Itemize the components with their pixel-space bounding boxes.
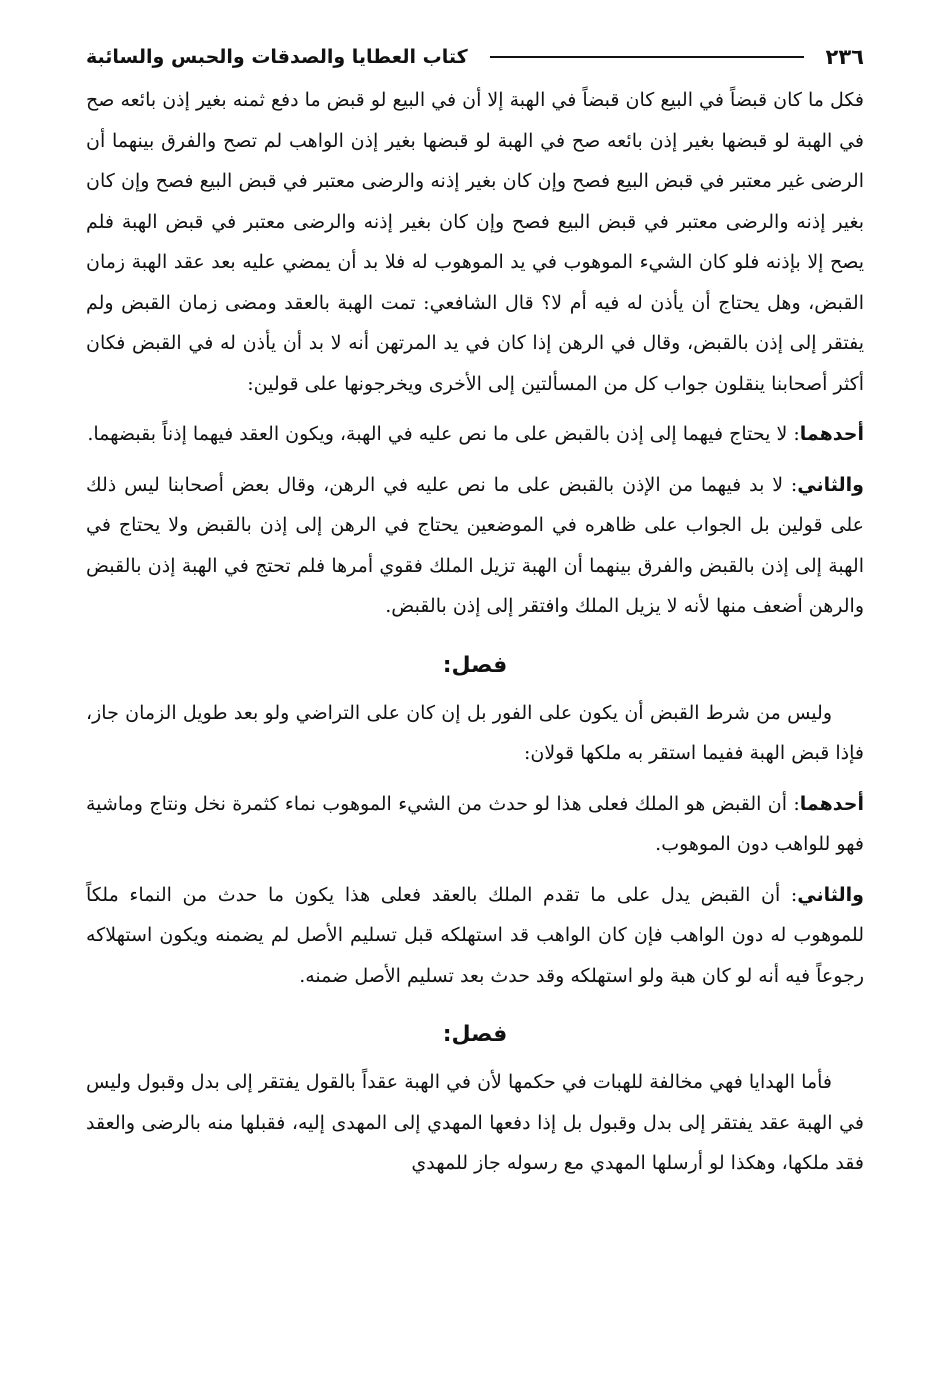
running-title: كتاب العطايا والصدقات والحبس والسائبة (86, 46, 468, 68)
section-heading: فصل: (442, 1022, 508, 1047)
opinion-paragraph (86, 414, 864, 455)
opinion-lead: والثاني (797, 883, 864, 906)
opinion-text: : أن القبض يدل على ما تقدم الملك بالعقد فعلى هذا يكون ما حدث من النماء ملكاً للموهوب له دون الواهب فإن كان الواهب قد استهلكه قبل تسليم الأصل لم يضمنه ويكون استهلاكه رجوعاً فيه أنه لو كان هبة ولو استهلكه وقد حدث بعد تسليم الأصل ضمنه. (86, 883, 864, 987)
document-page (86, 40, 864, 1184)
opinion-text: : لا بد فيهما من الإذن بالقبض على ما نص عليه في الرهن، وقال بعض أصحابنا ليس ذلك على قولين بل الجواب على ظاهره في الموضعين يحتاج في الرهن إلى إذن بالقبض ولا يحتاج في الهبة إلى إذن بالقبض والفرق بينهما أن الهبة تزيل الملك فقوي أمرها فلم تحتج في الهبة إذن بالقبض والرهن أضعف منها لأنه لا يزيل الملك وافتقر إلى إذن بالقبض. (86, 473, 864, 617)
page-header (86, 40, 864, 74)
page-number: ٢٣٦ (825, 45, 864, 69)
opinion-text: : أن القبض هو الملك فعلى هذا لو حدث من الشيء الموهوب نماء كثمرة نخل ونتاج وماشية فهو للواهب دون الموهوب. (86, 792, 864, 855)
opinion-paragraph (86, 465, 864, 627)
opinion-paragraph (86, 784, 864, 865)
section-heading: فصل: (442, 652, 508, 678)
opinion-lead: والثاني (797, 473, 864, 496)
body-text (86, 80, 864, 1184)
opinion-paragraph (86, 875, 864, 997)
paragraph: فكل ما كان قبضاً في البيع كان قبضاً في الهبة إلا أن في البيع لو قبض ما دفع ثمنه بغير إذن بائعه صح في الهبة لو قبضها بغير إذن بائعه صح في الهبة لو قبضها بغير إذن الواهب لم تصح والفرق بينهما أن الرضى غير معتبر في قبض البيع فصح وإن كان بغير إذنه والرضى معتبر في قبض البيع فصح وإن كان بغير إذنه والرضى معتبر في قبض البيع فصح وإن كان بغير إذنه والرضى معتبر في قبض الهبة فلم يصح إلا بإذنه فلو كان الشيء الموهوب في يد الموهوب له فلا بد أن يمضي عليه بعد عقد الهبة زمان القبض، وهل يحتاج أن يأذن له فيه أم لا؟ قال الشافعي: تمت الهبة بالعقد ومضى زمان القبض ولم يفتقر إلى إذن بالقبض، وقال في الرهن إذا كان في يد المرتهن أنه لا بد أن يأذن له في القبض فكان أكثر أصحابنا ينقلون جواب كل من المسألتين إلى الأخرى ويخرجونها على قولين: (86, 89, 864, 395)
opinion-lead: أحدهما (799, 792, 864, 815)
paragraph: فأما الهدايا فهي مخالفة للهبات في حكمها لأن في الهبة عقداً بالقول يفتقر إلى بدل وقبول وليس في الهبة عقد يفتقر إلى بدل وقبول بل إذا دفعها المهدي إلى المهدى إليه، فقبلها منه بالرضى والعقد فقد ملكها، وهكذا لو أرسلها المهدي مع رسوله جاز للمهدي (86, 1071, 864, 1174)
paragraph: وليس من شرط القبض أن يكون على الفور بل إن كان على التراضي ولو بعد طويل الزمان جاز، فإذا قبض الهبة ففيما استقر به ملكها قولان: (86, 701, 864, 764)
opinion-text: : لا يحتاج فيهما إلى إذن بالقبض على ما نص عليه في الهبة، ويكون العقد فيهما إذناً بقبضهما. (87, 423, 800, 445)
header-rule (490, 56, 804, 58)
opinion-lead: أحدهما (799, 423, 864, 445)
